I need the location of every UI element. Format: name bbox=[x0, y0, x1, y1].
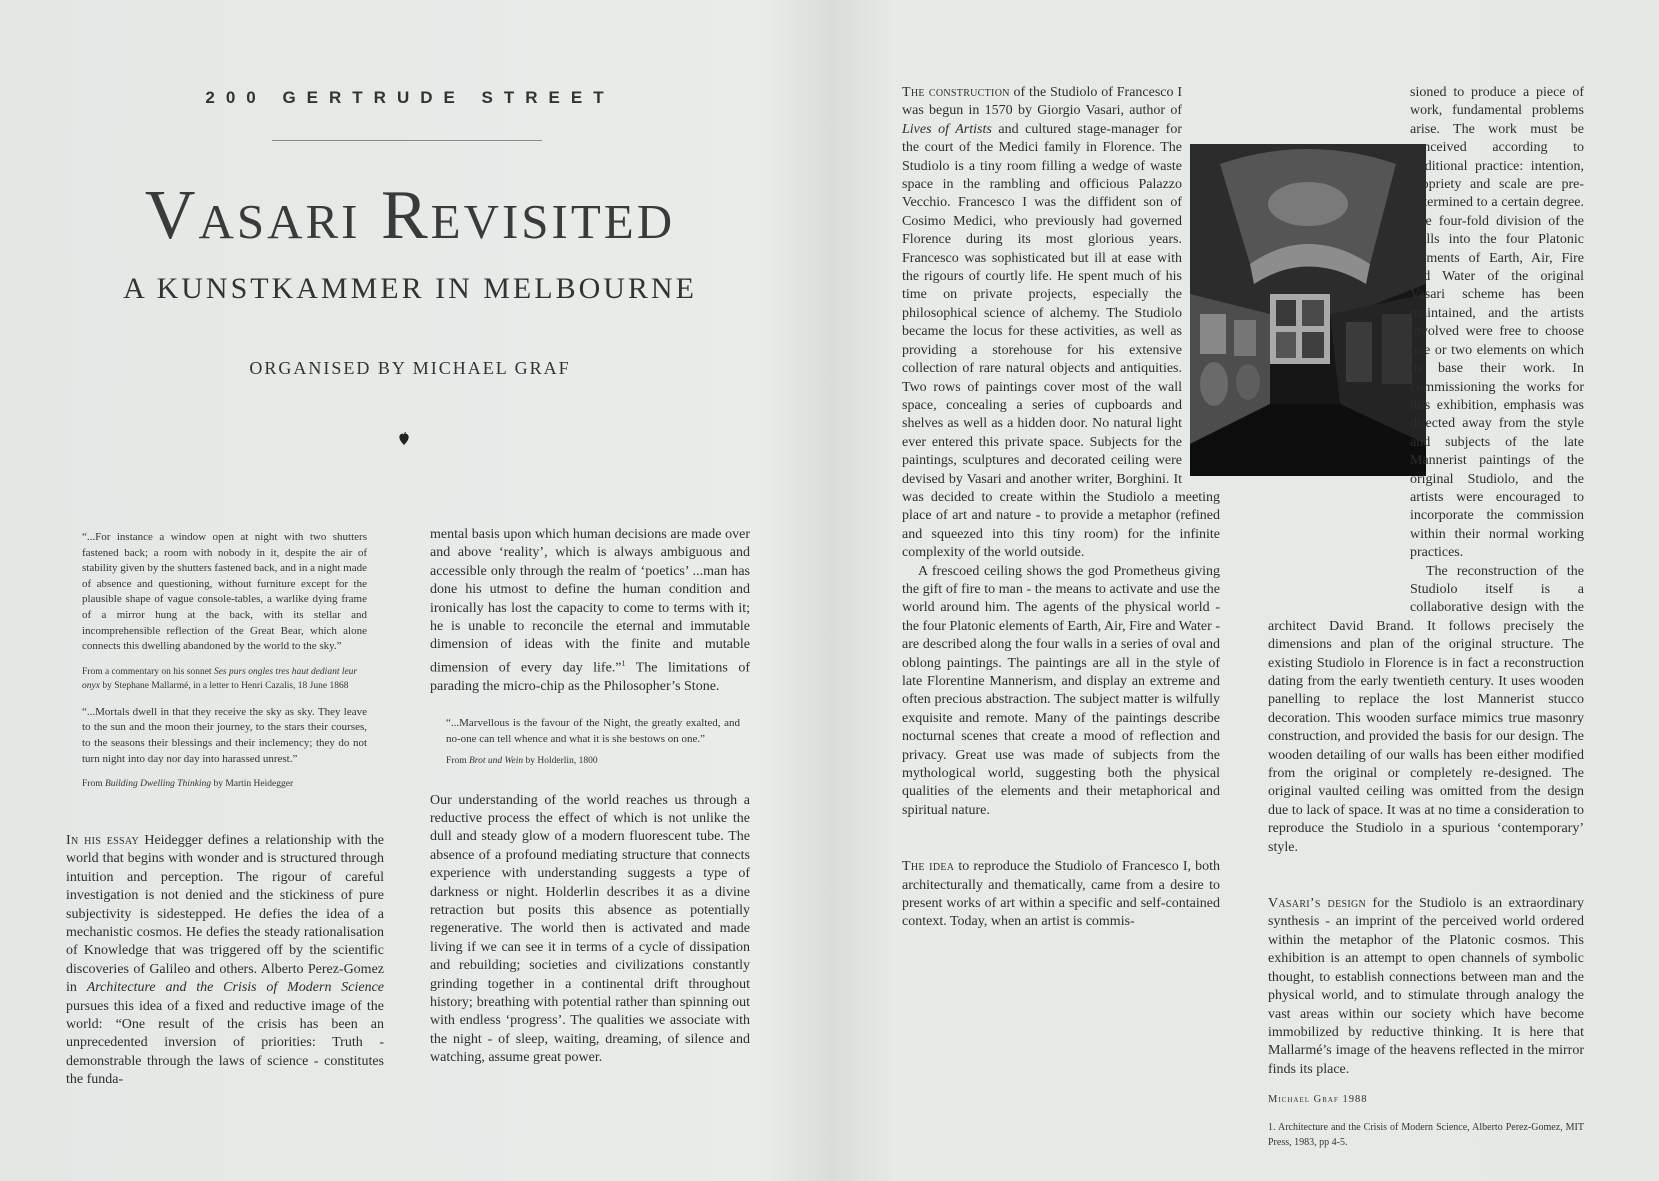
quote-heidegger-source: From Building Dwelling Thinking by Martin Heidegger bbox=[82, 779, 294, 790]
construction-column bbox=[902, 84, 1220, 932]
idea-paragraph: The idea to reproduce the Studiolo of Francesco I, both architecturally and thematically, came from a desire to present works of art within a specific and self-contained context. Today, when an artist is commis- bbox=[902, 859, 1220, 930]
essay-intro: In his essay Heidegger defines a relationship with the world that begins with wonder and is structured through intuition and perception. The rigour of careful investigation is not denied and the stickiness of pure subjectivity is sidestepped. He defies the idea of a mechanistic cosmos. He defies the steady rationalisation of Knowledge that was triggered off by the scientific discoveries of Galileo and others. Alberto Perez-Gomez in Architecture and the Crisis of Modern Science pursues this idea of a fixed and reductive image of the world: “One result of the crisis has been an unprecedented inversion of priorities: Truth - demonstrable through the laws of science - constitutes the funda- bbox=[66, 833, 384, 1088]
quote-holderlin-source: From Brot und Wein by Holderlin, 1800 bbox=[446, 755, 598, 766]
quote-mallarme-source: From a commentary on his sonnet Ses purs ongles tres haut dediant leur onyx by Stephane Mallarmé, in a letter to Henri Cazalis, 18 June 1868 bbox=[82, 666, 358, 691]
essay-continued: mental basis upon which human decisions are made over and above ‘reality’, which is always ambiguous and accessible only through the realm of ‘poetics’ ...man has done his utmost to define the human condition and ironically has lost the capacity to come to terms with it; he is unable to reconcile the eternal and immutable dimension of ideas with the finite and mutable dimension of every day life.”$^1$ The limitations of parading the micro-chip as the Philosopher’s Stone. bbox=[430, 527, 750, 694]
kicker: 200 GERTRUDE STREET bbox=[205, 88, 615, 107]
photo-wrap-space bbox=[1268, 232, 1410, 607]
quote-mallarme: “...For instance a window open at night with two shutters fastened back; a room with nobody in it, despite the air of stability given by the shutters fastened back, and in a night made of absence and questioning, without furniture except for the plausible shape of vague console-tables, a warlike dying frame of a mirror hung at the back, with its stellar and incomprehensible reflection of the Great Bear, which alone connects this dwelling abandoned by the world to the sky.” bbox=[82, 531, 367, 653]
essay-night: Our understanding of the world reaches us through a reductive process the effect of which is not unlike the dull and steady glow of a modern fluorescent tube. The absence of a profound mediating structure that connects experience with understanding suggests a type of darkness or night. Holderlin describes it as a divine retraction but posits this absence as potentially regenerative. The world then is activated and made living if we can see it in terms of a cycle of dissipation and rebuilding; societies and civilizations constantly grinding together in a continental drift throughout history; breathing with potential rather than spinning out with endless ‘progress’. The qualities we associate with the night - of sleep, waiting, dreaming, of silence and watching, assume great power. bbox=[430, 792, 750, 1066]
quote-heidegger: “...Mortals dwell in that they receive the sky as sky. They leave to the sun and the moon their journey, to the stars their courses, to the seasons their blessings and their inclemency; they do not turn night into day nor day into harassed unrest.” bbox=[82, 705, 367, 765]
design-paragraph: Vasari’s design for the Studiolo is an extraordinary synthesis - an imprint of the perceived world ordered within the metaphor of the Platonic cosmos. This exhibition is an attempt to open channels of symbolic thought, to establish connections between man and the physical world, and to stimulate through analogy the vast areas within our society which have become immobilized by reductive thinking. It is here that Mallarmé’s image of the heavens reflected in the mirror finds its place. bbox=[1268, 896, 1584, 1077]
footnote: 1. Architecture and the Crisis of Modern Science, Alberto Perez-Gomez, MIT Press, 1983, pp 4-5. bbox=[1268, 1121, 1584, 1148]
prometheus-paragraph: A frescoed ceiling shows the god Prometheus giving the gift of fire to man - the means to activate and use the world around him. The agents of the physical world - the four Platonic elements of Earth, Air, Fire and Water - are described along the four walls in a series of oval and oblong paintings. The paintings are all in the style of late Florentine Mannerism, and display an extreme and often precious abstraction. The subject matter is wilfully exquisite and remote. Many of the paintings describe nocturnal scenes that create a mood of reflection and privacy. Great use was made of subjects from the mythological world, suggesting both the physical qualities of the elements and their metaphorical and spiritual nature. bbox=[902, 563, 1220, 818]
author-signature: Michael Graf 1988 bbox=[1268, 1094, 1368, 1106]
page-title: Vasari Revisited bbox=[144, 177, 676, 254]
commission-column bbox=[1268, 84, 1584, 1150]
organiser-line: ORGANISED BY MICHAEL GRAF bbox=[249, 358, 571, 378]
reconstruction-paragraph: The reconstruction of the Studiolo itself is a collaborative design with the architect David Brand. It follows precisely the dimensions and plan of the original structure. The existing Studiolo in Florence is in fact a reconstruction dating from the early twentieth century. It uses wooden panelling to replace the lost Mannerist stucco decoration. This wooden surface mimics true masonry construction, and provided the basis for our design. The wooden detailing of our walls has been either modified from the original or completely re-designed. The original vaulted ceiling was omitted from the design due to lack of space. It was at no time a consideration to reproduce the Studiolo in a spurious ‘contemporary’ style. bbox=[1268, 563, 1584, 855]
epigraph-column bbox=[82, 530, 367, 791]
essay-column-2 bbox=[430, 526, 750, 1068]
ornament-icon bbox=[398, 432, 410, 446]
subtitle: A KUNSTKAMMER IN MELBOURNE bbox=[123, 272, 697, 305]
title-rule bbox=[272, 140, 542, 141]
construction-paragraph: The construction of the Studiolo of Francesco I was begun in 1570 by Giorgio Vasari, author of Lives of Artists and cultured stage-manager for the court of the Medici family in Florence. The Studiolo is a tiny room filling a wedge of waste space in the rambling and officious Palazzo Vecchio. Francesco I was the diffident son of Cosimo Medici, who previously had governed Florence during its most glorious years. Francesco was sophisticated but ill at ease with the rigours of courtly life. He spent much of his time on private projects, especially the philosophical science of alchemy. The Studiolo became the locus for these activities, as well as providing a storehouse for his extensive collection of rare natural objects and antiquities. Two rows of paintings cover most of the wall space, concealing a series of cupboards and shelves as well as a hidden door. No natural light ever entered this private space. Subjects for the paintings, sculptures and decorated ceiling were devised by Vasari and another writer, Borghini. It was decided to create within the Studiolo a meeting place of art and nature - to provide a metaphor (refined and squeezed into this tiny room) for the infinite complexity of the world outside. bbox=[902, 84, 1220, 563]
commission-paragraph: sioned to produce a piece of work, fundamental problems arise. The work must be conceived according to traditional practice: intention, propriety and scale are pre-determined to a certain degree. The four-fold division of the walls into the four Platonic elements of Earth, Air, Fire and Water of the original Vasari scheme has been maintained, and the artists involved were free to choose one or two elements on which to base their work. In commissioning the works for this exhibition, emphasis was directed away from the style and subjects of the late Mannerist paintings of the original Studiolo, and the artists were encouraged to incorporate the commission within their normal working practices. bbox=[1268, 84, 1584, 563]
quote-holderlin: “...Marvellous is the favour of the Night, the greatly exalted, and no-one can tell whence and what it is she bestows on one.” bbox=[446, 717, 740, 745]
